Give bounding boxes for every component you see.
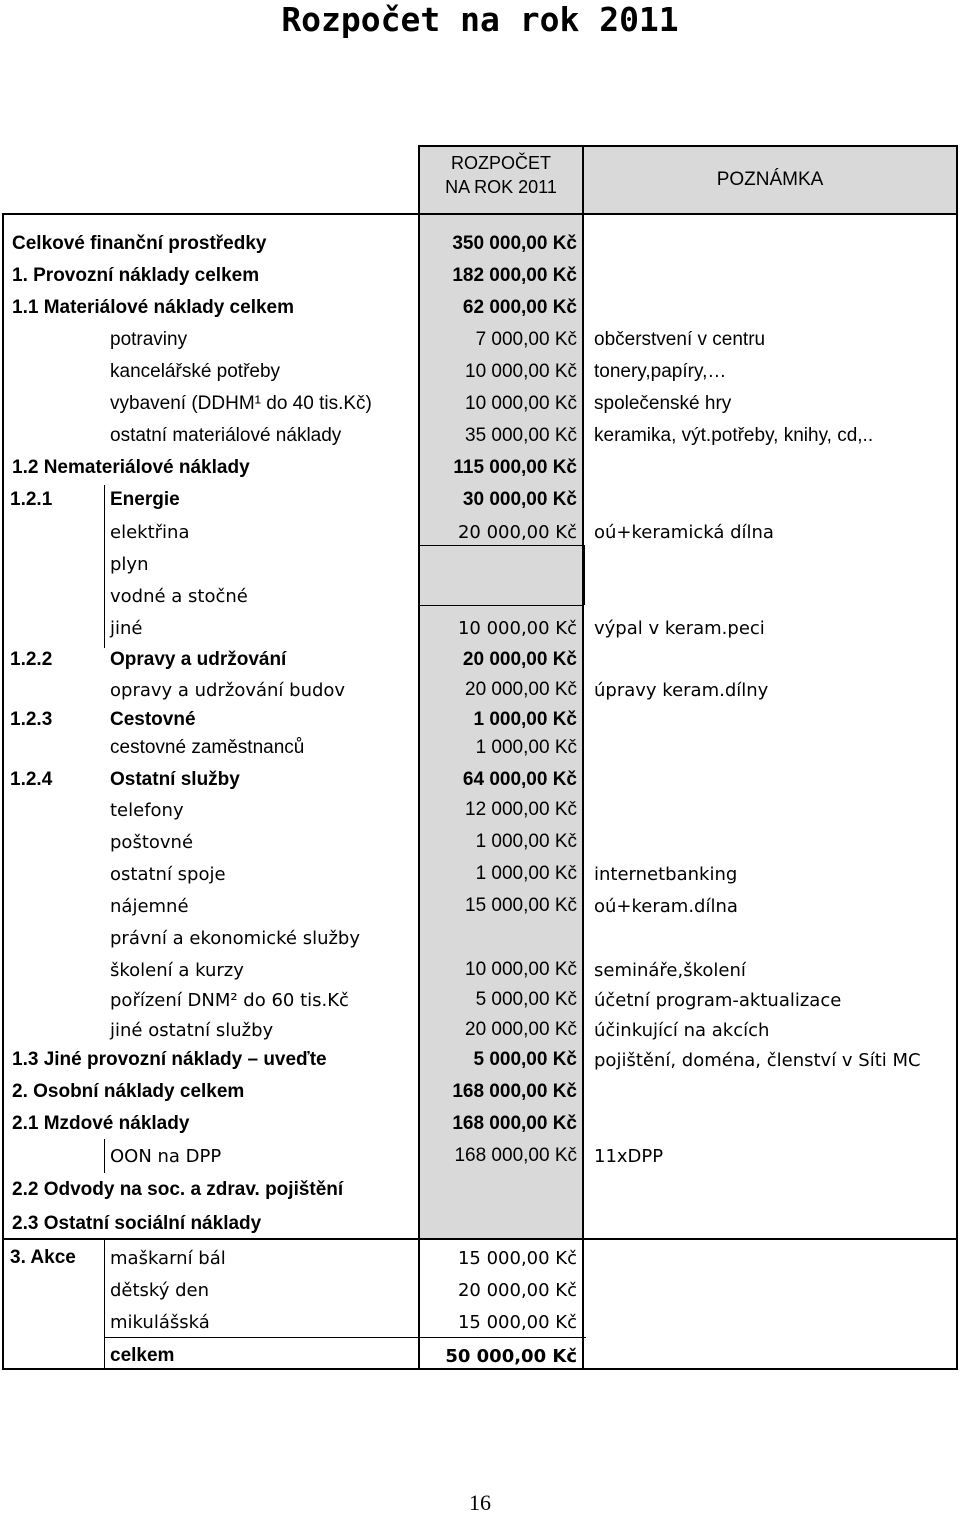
table-row <box>0 390 960 418</box>
row-amount: 20 000,00 Kč <box>465 679 577 700</box>
row-amount: 30 000,00 Kč <box>462 489 577 510</box>
row-note: společenské hry <box>594 393 732 414</box>
row-label: Cestovné <box>110 709 196 730</box>
row-note: pojištění, doména, členství v Síti MC <box>594 1050 921 1071</box>
row-label: vybavení (DDHM¹ do 40 tis.Kč) <box>110 393 372 414</box>
row-note: keramika, výt.potřeby, knihy, cd,.. <box>594 425 874 446</box>
row-note: občerstvení v centru <box>594 329 766 350</box>
row-label: ostatní materiálové náklady <box>110 425 342 446</box>
row-label: opravy a udržování budov <box>110 680 346 701</box>
grid-line <box>2 1238 958 1240</box>
table-row <box>0 1142 960 1170</box>
row-note: výpal v keram.peci <box>594 618 765 639</box>
row-label: vodné a stočné <box>110 586 248 607</box>
table-row <box>0 1244 960 1272</box>
table-row <box>0 326 960 354</box>
row-label: 1.2 Nemateriálové náklady <box>12 457 250 478</box>
row-number: 3. Akce <box>10 1247 76 1268</box>
row-note: semináře,školení <box>594 960 746 981</box>
table-row <box>0 828 960 856</box>
table-row <box>0 646 960 674</box>
row-amount: 20 000,00 Kč <box>457 1280 577 1301</box>
row-amount: 7 000,00 Kč <box>475 329 577 350</box>
row-amount: 64 000,00 Kč <box>462 769 577 790</box>
row-label: Ostatní služby <box>110 769 240 790</box>
table-row <box>0 454 960 482</box>
row-number: 1.2.4 <box>10 769 53 790</box>
row-label: ostatní spoje <box>110 864 226 885</box>
row-label: poštovné <box>110 832 194 853</box>
row-label: 1.3 Jiné provozní náklady – uveďte <box>12 1049 327 1070</box>
table-row <box>0 676 960 704</box>
row-amount: 20 000,00 Kč <box>457 522 577 543</box>
row-amount: 115 000,00 Kč <box>453 457 577 478</box>
row-label: dětský den <box>110 1280 209 1301</box>
row-amount: 1 000,00 Kč <box>473 709 577 730</box>
row-amount: 35 000,00 Kč <box>465 425 577 446</box>
table-row <box>0 706 960 734</box>
row-label: 2. Osobní náklady celkem <box>12 1081 245 1102</box>
table-row <box>0 262 960 290</box>
table-row <box>0 892 960 920</box>
row-note: 11xDPP <box>594 1146 664 1167</box>
page-title: Rozpočet na rok 2011 <box>281 0 679 39</box>
row-amount: 15 000,00 Kč <box>457 1248 577 1269</box>
table-row <box>0 1110 960 1138</box>
row-label: jiné <box>110 618 143 639</box>
table-row <box>0 230 960 258</box>
row-label: plyn <box>110 554 149 575</box>
budget-header-line1: ROZPOČET <box>450 153 551 173</box>
table-row <box>0 796 960 824</box>
note-column-header: POZNÁMKA <box>582 145 958 215</box>
grid-line <box>104 1337 586 1338</box>
row-amount: 20 000,00 Kč <box>462 649 577 670</box>
table-row <box>0 766 960 794</box>
table-row <box>0 1210 960 1238</box>
row-label: 1. Provozní náklady celkem <box>12 265 260 286</box>
table-row <box>0 1046 960 1074</box>
row-amount: 1 000,00 Kč <box>475 737 577 758</box>
row-label: nájemné <box>110 896 189 917</box>
row-label: telefony <box>110 800 184 821</box>
row-number: 1.2.2 <box>10 649 53 670</box>
row-label: 2.3 Ostatní sociální náklady <box>12 1213 262 1234</box>
row-amount: 168 000,00 Kč <box>454 1145 577 1166</box>
row-amount: 62 000,00 Kč <box>462 297 577 318</box>
row-label: cestovné zaměstnanců <box>110 737 305 758</box>
row-label: maškarní bál <box>110 1248 226 1269</box>
row-label: 2.2 Odvody na soc. a zdrav. pojištění <box>12 1179 344 1200</box>
table-row <box>0 518 960 546</box>
row-amount: 15 000,00 Kč <box>457 1312 577 1333</box>
table-row <box>0 1308 960 1336</box>
row-label: právní a ekonomické služby <box>110 928 361 949</box>
table-row <box>0 358 960 386</box>
row-label: pořízení DNM² do 60 tis.Kč <box>110 990 349 1011</box>
table-row <box>0 486 960 514</box>
row-amount: 350 000,00 Kč <box>452 233 577 254</box>
row-label: potraviny <box>110 329 188 350</box>
row-label: 1.1 Materiálové náklady celkem <box>12 297 294 318</box>
row-amount: 20 000,00 Kč <box>465 1019 577 1040</box>
row-note: účetní program-aktualizace <box>594 990 842 1011</box>
page-number: 16 <box>469 1490 491 1515</box>
table-row <box>0 1078 960 1106</box>
table-row <box>0 1342 960 1370</box>
column-headers <box>418 145 958 215</box>
row-label: školení a kurzy <box>110 960 244 981</box>
row-label: 2.1 Mzdové náklady <box>12 1113 190 1134</box>
row-amount: 182 000,00 Kč <box>452 265 577 286</box>
row-amount: 10 000,00 Kč <box>465 361 577 382</box>
row-amount: 10 000,00 Kč <box>465 393 577 414</box>
table-row <box>0 1016 960 1044</box>
row-note: účinkující na akcích <box>594 1020 770 1041</box>
row-note: oú+keram.dílna <box>594 896 738 917</box>
row-amount: 168 000,00 Kč <box>452 1113 577 1134</box>
row-amount: 168 000,00 Kč <box>452 1081 577 1102</box>
row-label: Celkové finanční prostředky <box>12 233 267 254</box>
table-row <box>0 986 960 1014</box>
row-amount: 10 000,00 Kč <box>457 618 577 639</box>
table-row <box>0 422 960 450</box>
row-label: OON na DPP <box>110 1146 222 1167</box>
table-row <box>0 1176 960 1204</box>
row-note: oú+keramická dílna <box>594 522 774 543</box>
row-note: internetbanking <box>594 864 738 885</box>
row-label: elektřina <box>110 522 190 543</box>
table-row <box>0 294 960 322</box>
row-label: jiné ostatní služby <box>110 1020 274 1041</box>
row-amount: 5 000,00 Kč <box>475 989 577 1010</box>
row-note: tonery,papíry,… <box>594 361 727 382</box>
row-amount: 5 000,00 Kč <box>473 1049 577 1070</box>
table-row <box>0 734 960 762</box>
budget-header-line2: NA ROK 2011 <box>445 177 557 197</box>
table-row <box>0 1276 960 1304</box>
table-row <box>0 924 960 952</box>
table-row <box>0 582 960 610</box>
budget-column-header <box>418 145 584 215</box>
table-row <box>0 956 960 984</box>
row-number: 1.2.3 <box>10 709 53 730</box>
row-label: celkem <box>110 1345 175 1366</box>
row-amount: 1 000,00 Kč <box>475 831 577 852</box>
table-row <box>0 614 960 642</box>
row-label: mikulášská <box>110 1312 210 1333</box>
row-amount: 10 000,00 Kč <box>465 959 577 980</box>
row-number: 1.2.1 <box>10 489 53 510</box>
table-row <box>0 550 960 578</box>
row-note: úpravy keram.dílny <box>594 680 769 701</box>
row-label: Opravy a udržování <box>110 649 287 670</box>
table-row <box>0 860 960 888</box>
row-amount: 1 000,00 Kč <box>475 863 577 884</box>
row-amount: 12 000,00 Kč <box>465 799 577 820</box>
row-label: kancelářské potřeby <box>110 361 281 382</box>
row-amount: 50 000,00 Kč <box>445 1346 577 1367</box>
row-amount: 15 000,00 Kč <box>465 895 577 916</box>
row-label: Energie <box>110 489 180 510</box>
